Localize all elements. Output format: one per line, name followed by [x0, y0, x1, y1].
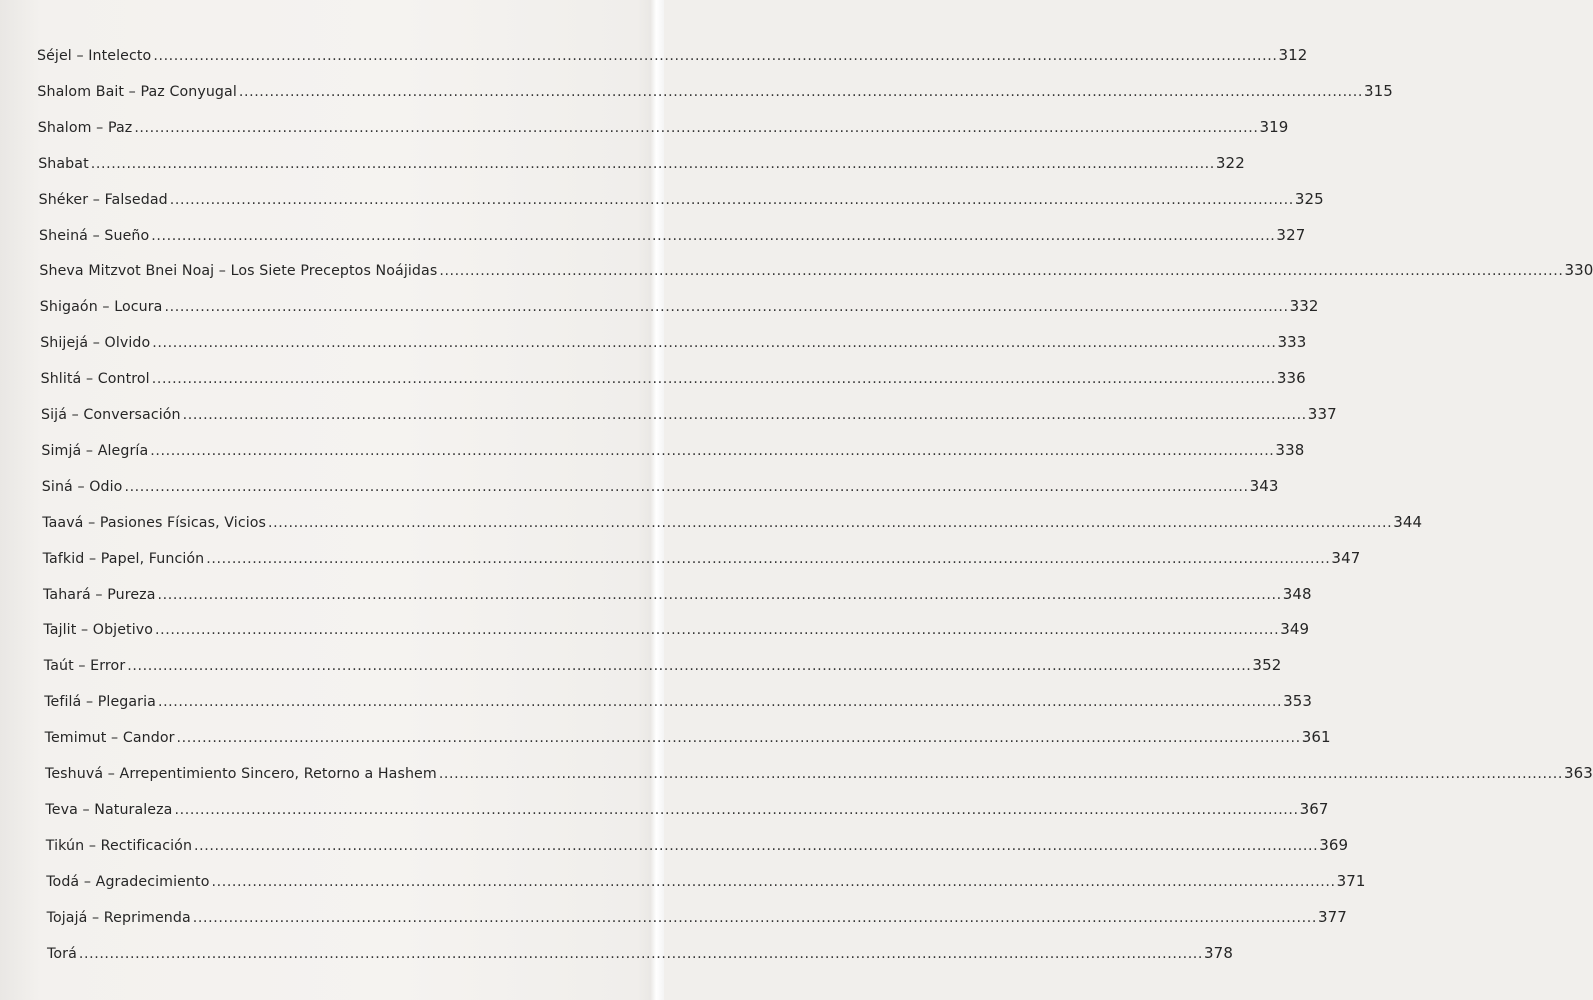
toc-entry — [40, 369, 1306, 393]
dot-leader: ............................................................................................................................................................................................................................ — [150, 442, 1275, 459]
toc-page-number: 338 — [1275, 440, 1305, 459]
toc-entry — [42, 512, 1423, 537]
toc-entry — [38, 189, 1324, 214]
toc-page-number: 377 — [1317, 907, 1347, 926]
toc-page-number: 330 — [1564, 261, 1593, 280]
dot-leader: ............................................................................................................................................................................................................................ — [151, 371, 1276, 388]
toc-page-number: 367 — [1299, 799, 1329, 818]
dot-leader: ............................................................................................................................................................................................................................ — [174, 801, 1299, 818]
dot-leader: ............................................................................................................................................................................................................................ — [268, 514, 1393, 531]
toc-entry — [45, 799, 1329, 824]
dot-leader: ............................................................................................................................................................................................................................ — [164, 299, 1289, 316]
dot-leader: ............................................................................................................................................................................................................................ — [153, 48, 1278, 64]
dot-leader: ............................................................................................................................................................................................................................ — [157, 694, 1283, 711]
toc-page-number: 348 — [1282, 584, 1312, 603]
toc-entry — [41, 476, 1279, 501]
toc-term: Shigaón – Locura — [39, 299, 163, 316]
toc-term: Torá — [47, 945, 77, 962]
toc-page-number: 352 — [1252, 656, 1282, 675]
toc-page-number: 312 — [1278, 46, 1308, 64]
toc-entry — [38, 153, 1245, 178]
toc-entry — [44, 692, 1313, 716]
dot-leader: ............................................................................................................................................................................................................................ — [439, 263, 1564, 280]
toc-page-number: 333 — [1277, 333, 1307, 352]
toc-entry — [37, 81, 1393, 106]
toc-page-number: 319 — [1259, 117, 1289, 136]
toc-page-number: 347 — [1331, 548, 1361, 567]
dot-leader: ............................................................................................................................................................................................................................ — [192, 909, 1317, 926]
toc-term: Shalom – Paz — [37, 119, 133, 136]
dot-leader: ............................................................................................................................................................................................................................ — [176, 730, 1301, 747]
toc-term: Taút – Error — [43, 658, 126, 675]
toc-entry — [44, 728, 1331, 752]
toc-term: Tefilá – Plegaria — [44, 694, 156, 711]
toc-entry — [39, 261, 1593, 285]
toc-term: Shalom Bait – Paz Conyugal — [37, 83, 237, 100]
dot-leader: ............................................................................................................................................................................................................................ — [127, 658, 1252, 675]
toc-term: Tikún – Rectificación — [45, 837, 193, 854]
dot-leader: ............................................................................................................................................................................................................................ — [194, 837, 1319, 854]
toc-page-number: 332 — [1289, 297, 1319, 316]
toc-term: Tahará – Pureza — [43, 586, 156, 603]
toc-entry — [43, 584, 1312, 609]
dot-leader: ............................................................................................................................................................................................................................ — [438, 766, 1563, 782]
toc-term: Taavá – Pasiones Físicas, Vicios — [42, 514, 267, 531]
toc-entry — [37, 117, 1289, 142]
toc-page-number: 344 — [1393, 512, 1423, 531]
toc-term: Shabat — [38, 155, 89, 172]
toc-entry — [43, 656, 1282, 680]
toc-page-number: 371 — [1336, 871, 1366, 890]
toc-term: Shlitá – Control — [40, 371, 150, 388]
toc-entry — [43, 620, 1310, 644]
toc-term: Temimut – Candor — [44, 730, 175, 747]
toc-entry — [39, 297, 1319, 321]
toc-term: Sheva Mitzvot Bnei Noaj – Los Siete Preceptos Noájidas — [39, 263, 438, 280]
toc-entry — [41, 440, 1305, 465]
toc-page-number: 353 — [1283, 692, 1313, 711]
dot-leader: ............................................................................................................................................................................................................................ — [151, 227, 1276, 244]
dot-leader: ............................................................................................................................................................................................................................ — [152, 335, 1277, 352]
toc-entry — [37, 46, 1308, 70]
dot-leader: ............................................................................................................................................................................................................................ — [90, 155, 1215, 172]
toc-page-number: 327 — [1276, 225, 1306, 244]
toc-term: Séjel – Intelecto — [37, 48, 152, 64]
dot-leader: ............................................................................................................................................................................................................................ — [238, 83, 1364, 100]
dot-leader: ............................................................................................................................................................................................................................ — [211, 873, 1336, 890]
toc-entry — [45, 764, 1593, 788]
dot-leader: ............................................................................................................................................................................................................................ — [124, 478, 1249, 495]
toc-term: Todá – Agradecimiento — [46, 873, 210, 890]
toc-page-number: 369 — [1319, 835, 1349, 854]
dot-leader: ............................................................................................................................................................................................................................ — [78, 945, 1204, 962]
dot-leader: ............................................................................................................................................................................................................................ — [157, 586, 1282, 603]
toc-page-number: 325 — [1294, 189, 1324, 208]
toc-term: Simjá – Alegría — [41, 442, 149, 459]
dot-leader: ............................................................................................................................................................................................................................ — [169, 191, 1294, 208]
toc-page-number: 336 — [1276, 369, 1306, 388]
dot-leader: ............................................................................................................................................................................................................................ — [206, 550, 1331, 567]
toc-page-number: 337 — [1307, 405, 1337, 423]
toc-entry — [41, 405, 1337, 429]
toc-entry — [40, 333, 1307, 357]
toc-entry — [42, 548, 1361, 573]
toc-page-number: 349 — [1280, 620, 1310, 639]
dot-leader: ............................................................................................................................................................................................................................ — [182, 407, 1307, 423]
toc-entry — [47, 943, 1233, 968]
toc-page-number: 378 — [1204, 943, 1233, 962]
toc-term: Siná – Odio — [41, 478, 123, 495]
toc-term: Tafkid – Papel, Función — [42, 550, 205, 567]
toc-page-number: 322 — [1215, 153, 1245, 172]
toc-term: Teshuvá – Arrepentimiento Sincero, Retorno a Hashem — [45, 766, 437, 782]
toc-entry — [45, 835, 1349, 860]
toc-term: Shijejá – Olvido — [40, 335, 151, 352]
toc-page-number: 315 — [1364, 81, 1393, 100]
dot-leader: ............................................................................................................................................................................................................................ — [155, 622, 1280, 639]
toc-page-number: 363 — [1563, 764, 1593, 782]
toc-entry — [46, 871, 1366, 896]
toc-entry — [39, 225, 1306, 250]
toc-term: Tajlit – Objetivo — [43, 622, 154, 639]
toc-term: Tojajá – Reprimenda — [46, 909, 191, 926]
toc-term: Sijá – Conversación — [41, 407, 181, 423]
toc-term: Shéker – Falsedad — [38, 191, 168, 208]
toc-term: Teva – Naturaleza — [45, 801, 173, 818]
toc-page-number: 361 — [1301, 728, 1331, 747]
toc-term: Sheiná – Sueño — [39, 227, 150, 244]
toc-entry — [46, 907, 1347, 932]
toc-page-number: 343 — [1249, 476, 1279, 495]
dot-leader: ............................................................................................................................................................................................................................ — [134, 119, 1259, 136]
